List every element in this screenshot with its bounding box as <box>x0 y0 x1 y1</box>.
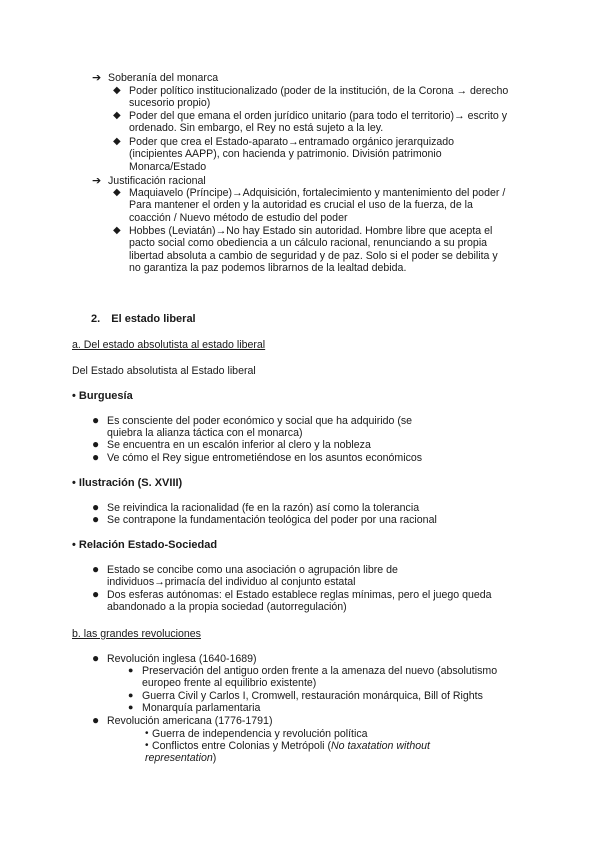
arrow-bullet-icon: ➔ <box>92 72 102 84</box>
revolution-subitem: • Guerra de independencia y revolución política <box>145 728 368 740</box>
diamond-bullet-icon: ◆ <box>113 85 121 96</box>
bullet-dot-icon: ● <box>92 713 100 727</box>
small-bullet-icon: • <box>145 740 149 751</box>
revolution-subitem: ● Monarquía parlamentaria <box>128 702 261 714</box>
bullet-dot-icon: ● <box>128 665 134 675</box>
bullet-dot-icon: ● <box>92 500 100 514</box>
subsection-a-title: a. Del estado absolutista al estado liberal <box>72 339 266 351</box>
sovereignty-item: ◆ Poder que crea el Estado-aparato→entramado orgánico jerarquizado (incipientes AAPP), con hacienda y patrimonio. División patrimonio Monarca/Estado <box>113 136 455 173</box>
diamond-bullet-icon: ◆ <box>113 225 121 236</box>
subsection-b-title: b. las grandes revoluciones <box>72 628 201 640</box>
revolution-subitem: ● Guerra Civil y Carlos I, Cromwell, restauración monárquica, Bill of Rights <box>128 690 483 702</box>
bullet-dot-icon: ● <box>92 651 100 665</box>
revolution-item: ● Revolución americana (1776-1791) <box>92 713 273 727</box>
list-item: ● Se reivindica la racionalidad (fe en la razón) así como la tolerancia <box>92 500 420 514</box>
list-item: ● Ve cómo el Rey sigue entrometiéndose en los asuntos económicos <box>92 450 423 464</box>
list-item: ● Estado se concibe como una asociación o agrupación libre de individuos→primacía del individuo al conjunto estatal <box>92 562 398 589</box>
bullet-dot-icon: ● <box>128 690 134 700</box>
diamond-bullet-icon: ◆ <box>113 136 121 147</box>
sovereignty-item: ◆ Poder político institucionalizado (poder de la institución, de la Corona → derecho sucesorio propio) <box>113 85 509 110</box>
revolution-subitem: • Conflictos entre Colonias y Metrópoli (No taxatation without <box>145 740 430 752</box>
revolution-subitem: ● Preservación del antiguo orden frente a la amenaza del nuevo (absolutismo europeo frente al equilibrio existente) <box>128 665 498 690</box>
section-heading: 2. El estado liberal <box>91 313 196 325</box>
list-item: ● Se encuentra en un escalón inferior al clero y la nobleza <box>92 437 371 451</box>
group-title-relacion: • Relación Estado-Sociedad <box>72 539 218 551</box>
sovereignty-heading: ➔ Soberanía del monarca <box>92 72 219 84</box>
bullet-dot-icon: ● <box>92 587 100 601</box>
justification-item: ◆ Maquiavelo (Príncipe)→Adquisición, fortalecimiento y mantenimiento del poder / Para mantener el orden y la autoridad es crucial el uso de la fuerza, de la coacción / Nuevo método de estudio del poder <box>113 187 506 224</box>
bullet-dot-icon: ● <box>92 562 100 576</box>
group-title-burguesia: • Burguesía <box>72 390 133 402</box>
justification-item: ◆ Hobbes (Leviatán)→No hay Estado sin autoridad. Hombre libre que acepta el pacto social como obediencia a un cálculo racional, renunciando a su propia libertad absoluta a cambio de seguridad y de paz. Solo si el poder se debilita y no garantiza la paz podemos librarnos de la lealtad debida. <box>113 225 498 275</box>
revolution-subitem-continued: representation) <box>145 752 217 764</box>
intro-text: Del Estado absolutista al Estado liberal <box>72 365 256 377</box>
arrow-bullet-icon: ➔ <box>92 175 102 187</box>
bullet-dot-icon: ● <box>128 702 134 712</box>
list-item: ● Se contrapone la fundamentación teológica del poder por una racional <box>92 512 437 526</box>
group-title-ilustracion: • Ilustración (S. XVIII) <box>72 477 183 489</box>
small-bullet-icon: • <box>145 728 149 739</box>
diamond-bullet-icon: ◆ <box>113 110 121 121</box>
sovereignty-item: ◆ Poder del que emana el orden jurídico unitario (para todo el territorio)→ escrito y ordenado. Sin embargo, el Rey no está sujeto a la ley. <box>113 110 508 135</box>
justification-heading: ➔ Justificación racional <box>92 175 206 187</box>
revolution-item: ● Revolución inglesa (1640-1689) <box>92 651 257 665</box>
bullet-dot-icon: ● <box>92 413 100 427</box>
bullet-dot-icon: ● <box>92 437 100 451</box>
bullet-dot-icon: ● <box>92 450 100 464</box>
list-item: ● Es consciente del poder económico y social que ha adquirido (se quiebra la alianza táctica con el monarca) <box>92 413 413 440</box>
list-item: ● Dos esferas autónomas: el Estado establece reglas mínimas, pero el juego queda abandonado a la propia sociedad (autorregulación) <box>92 587 492 614</box>
diamond-bullet-icon: ◆ <box>113 187 121 198</box>
bullet-dot-icon: ● <box>92 512 100 526</box>
